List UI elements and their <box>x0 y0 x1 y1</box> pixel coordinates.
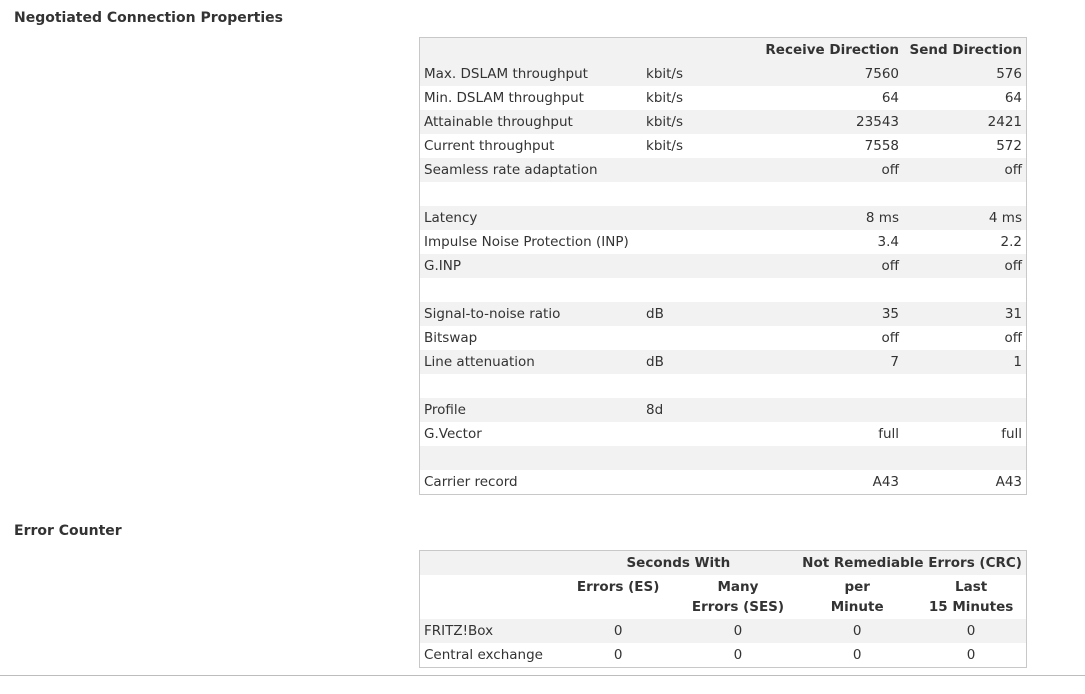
row-unit <box>642 422 750 446</box>
table-row <box>420 62 1027 86</box>
section-title-connection-properties: Negotiated Connection Properties <box>14 10 283 26</box>
table-row <box>420 158 1027 182</box>
header-pm-line1: per <box>844 579 870 595</box>
connection-properties-body <box>420 62 1027 495</box>
header-empty-unit <box>642 38 750 63</box>
table-row <box>420 254 1027 278</box>
row-receive-value: 64 <box>881 90 899 106</box>
row-receive-value: 7560 <box>864 66 899 82</box>
row-label: Attainable throughput <box>424 114 573 130</box>
row-label: Signal-to-noise ratio <box>424 306 561 322</box>
error-row-es: 0 <box>613 647 623 663</box>
table-row <box>420 326 1027 350</box>
error-counter-table <box>419 550 1027 668</box>
row-receive-value: off <box>881 162 899 178</box>
row-receive-value: 35 <box>881 306 899 322</box>
error-row-label: Central exchange <box>424 647 543 663</box>
error-counter-body <box>420 619 1027 668</box>
header-errors-es <box>559 575 678 619</box>
row-label <box>420 182 643 206</box>
row-send-value: 64 <box>1004 90 1022 106</box>
row-receive-value: 7 <box>890 354 899 370</box>
table-row <box>420 643 1027 668</box>
error-row-label: FRITZ!Box <box>424 623 494 639</box>
table-row <box>420 278 1027 302</box>
row-label: Max. DSLAM throughput <box>424 66 588 82</box>
row-unit <box>642 182 750 206</box>
table-header-row <box>420 38 1027 63</box>
table-row <box>420 134 1027 158</box>
row-send-value: 2.2 <box>1000 234 1022 250</box>
header-not-remediable-errors: Not Remediable Errors (CRC) <box>802 555 1022 571</box>
row-unit: kbit/s <box>646 90 684 106</box>
row-receive-value: 23543 <box>856 114 899 130</box>
table-row <box>420 374 1027 398</box>
error-row-last-15: 0 <box>966 647 976 663</box>
error-group-header-row <box>420 551 1027 576</box>
row-send-value <box>903 374 1027 398</box>
table-row <box>420 182 1027 206</box>
row-receive-value: off <box>881 330 899 346</box>
row-label: Impulse Noise Protection (INP) <box>424 234 629 250</box>
row-send-value <box>903 446 1027 470</box>
row-receive-value: off <box>881 258 899 274</box>
header-pm-line2: Minute <box>830 599 884 615</box>
row-receive-value <box>750 398 903 422</box>
row-label: Bitswap <box>424 330 478 346</box>
row-send-value: off <box>1004 330 1022 346</box>
table-row <box>420 302 1027 326</box>
row-label: G.INP <box>424 258 461 274</box>
table-row <box>420 398 1027 422</box>
error-row-per-minute: 0 <box>852 623 862 639</box>
row-label: Latency <box>424 210 478 226</box>
header-last-line2: 15 Minutes <box>928 599 1014 615</box>
row-unit <box>642 446 750 470</box>
row-unit <box>642 470 750 495</box>
table-row <box>420 350 1027 374</box>
section-title-error-counter: Error Counter <box>14 523 122 539</box>
row-unit: kbit/s <box>646 138 684 154</box>
row-send-value: 1 <box>1013 354 1022 370</box>
row-label: Seamless rate adaptation <box>424 162 598 178</box>
row-label: Profile <box>424 402 466 418</box>
error-row-last-15: 0 <box>966 623 976 639</box>
row-unit <box>642 158 750 182</box>
row-receive-value <box>750 374 903 398</box>
row-unit <box>642 206 750 230</box>
row-receive-value: 3.4 <box>877 234 899 250</box>
row-unit: kbit/s <box>646 114 684 130</box>
header-seconds-with: Seconds With <box>626 555 731 571</box>
error-header-empty <box>420 551 559 576</box>
table-row <box>420 230 1027 254</box>
header-send-direction: Send Direction <box>909 42 1022 58</box>
error-column-header-row <box>420 575 1027 619</box>
row-label <box>420 278 643 302</box>
row-send-value <box>903 398 1027 422</box>
row-label <box>420 374 643 398</box>
header-per-minute <box>798 575 916 619</box>
row-receive-value <box>750 278 903 302</box>
header-last-line1: Last <box>954 579 988 595</box>
row-send-value: full <box>1001 426 1022 442</box>
error-header-empty-2 <box>420 575 559 619</box>
header-ses-line1: Many <box>717 579 759 595</box>
row-receive-value: 7558 <box>864 138 899 154</box>
row-label: Line attenuation <box>424 354 535 370</box>
header-ses-line2: Errors (SES) <box>691 599 785 615</box>
row-send-value: off <box>1004 162 1022 178</box>
row-send-value: 572 <box>996 138 1022 154</box>
row-send-value: 4 ms <box>988 210 1022 226</box>
header-last-15-minutes <box>916 575 1026 619</box>
row-send-value: 576 <box>996 66 1022 82</box>
row-send-value <box>903 278 1027 302</box>
row-send-value: A43 <box>995 474 1022 490</box>
header-many-errors-ses <box>678 575 798 619</box>
error-row-per-minute: 0 <box>852 647 862 663</box>
row-unit <box>642 278 750 302</box>
row-send-value: off <box>1004 258 1022 274</box>
row-receive-value: full <box>878 426 899 442</box>
row-unit <box>642 254 750 278</box>
table-row <box>420 206 1027 230</box>
row-label: Current throughput <box>424 138 555 154</box>
bottom-divider <box>0 675 1085 676</box>
row-unit: 8d <box>646 402 664 418</box>
table-row <box>420 110 1027 134</box>
error-row-es: 0 <box>613 623 623 639</box>
header-empty-label <box>420 38 643 63</box>
row-send-value <box>903 182 1027 206</box>
row-unit: dB <box>646 306 664 322</box>
row-unit <box>642 374 750 398</box>
table-row <box>420 470 1027 495</box>
connection-properties-table <box>419 37 1027 495</box>
row-send-value: 31 <box>1004 306 1022 322</box>
header-errors-es-label: Errors (ES) <box>576 579 660 595</box>
row-receive-value <box>750 182 903 206</box>
table-row <box>420 446 1027 470</box>
table-row <box>420 619 1027 643</box>
row-label: Min. DSLAM throughput <box>424 90 584 106</box>
row-unit: kbit/s <box>646 66 684 82</box>
row-unit: dB <box>646 354 664 370</box>
row-receive-value <box>750 446 903 470</box>
row-receive-value: 8 ms <box>865 210 899 226</box>
table-row <box>420 422 1027 446</box>
error-row-ses: 0 <box>733 647 743 663</box>
row-label <box>420 446 643 470</box>
row-unit <box>642 230 750 254</box>
row-send-value: 2421 <box>987 114 1022 130</box>
row-receive-value: A43 <box>872 474 899 490</box>
header-receive-direction: Receive Direction <box>765 42 899 58</box>
row-label: Carrier record <box>424 474 518 490</box>
row-unit <box>642 326 750 350</box>
row-label: G.Vector <box>424 426 482 442</box>
table-row <box>420 86 1027 110</box>
error-row-ses: 0 <box>733 623 743 639</box>
